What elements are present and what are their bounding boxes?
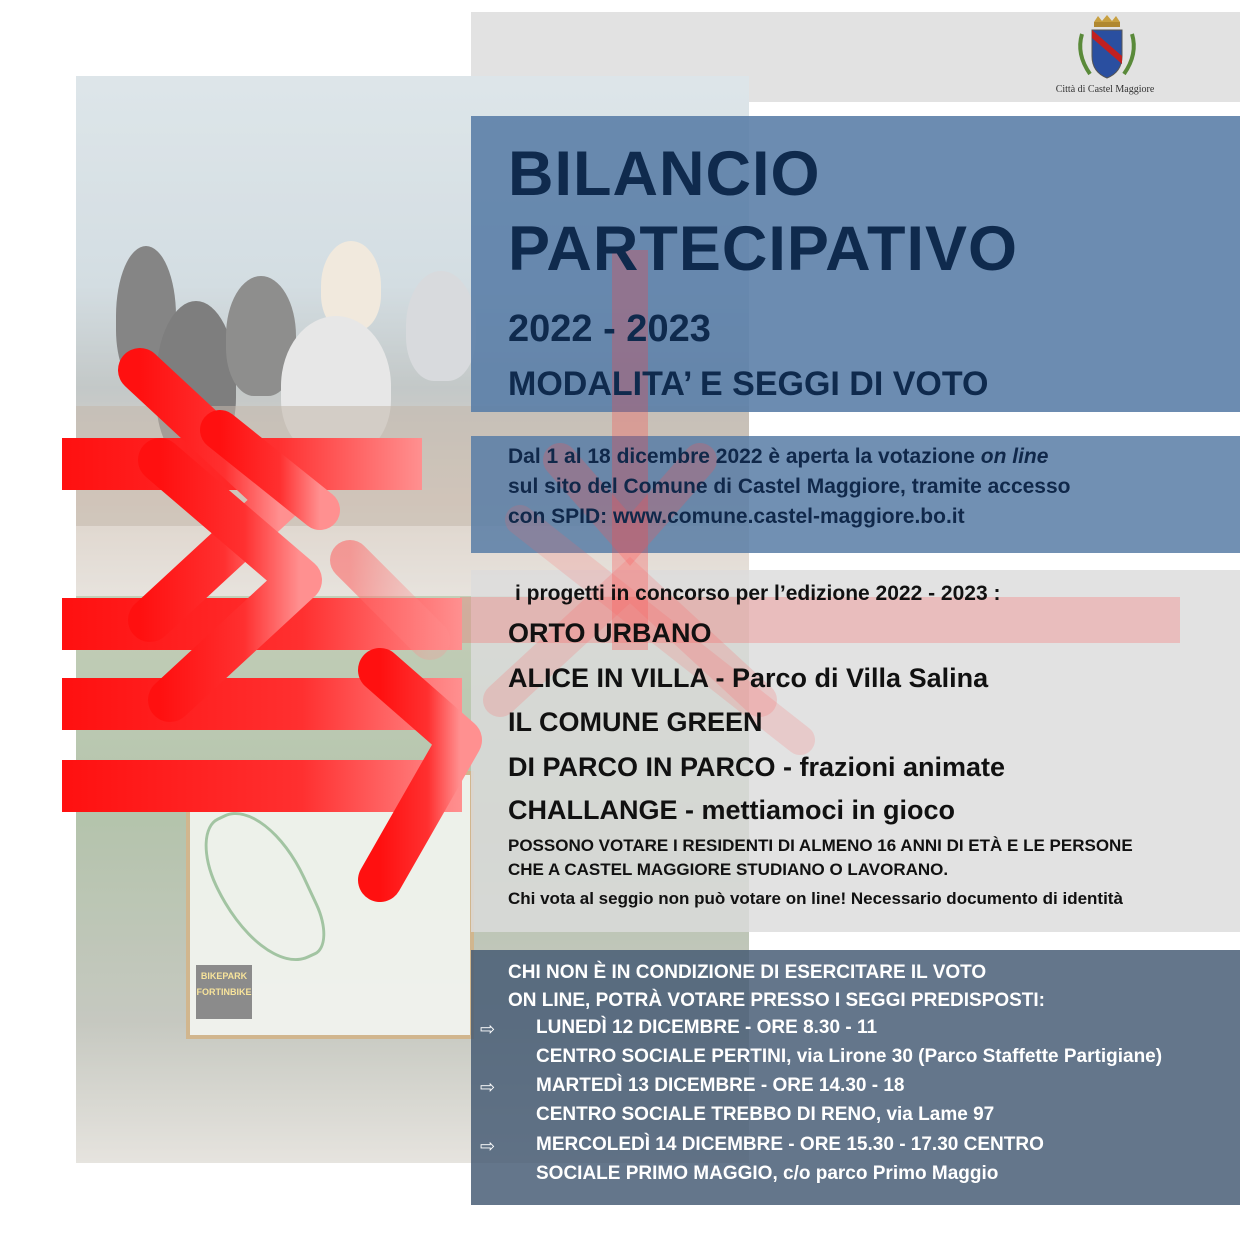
projects-intro: i progetti in concorso per l’edizione 2022 - 2023 : xyxy=(515,582,1001,605)
online-italic: on line xyxy=(980,445,1049,468)
online-line-3: con SPID: www.comune.castel-maggiore.bo.it xyxy=(508,505,965,528)
online-voting-text xyxy=(508,442,1208,532)
eligibility-text xyxy=(508,834,1208,882)
id-document-note: Chi vota al seggio non può votare on line! Necessario documento di identità xyxy=(508,889,1123,908)
bikepark-logo: BIKEPARK FORTINBIKE xyxy=(196,965,252,1019)
seggi-intro-line-1: CHI NON È IN CONDIZIONE DI ESERCITARE IL VOTO xyxy=(508,962,987,983)
project-item: IL COMUNE GREEN xyxy=(508,707,763,737)
title-line-2: PARTECIPATIVO xyxy=(508,214,1019,284)
eligibility-line-1: POSSONO VOTARE I RESIDENTI DI ALMENO 16 ANNI DI ETÀ E LE PERSONE xyxy=(508,836,1133,855)
seggio-location: SOCIALE PRIMO MAGGIO, c/o parco Primo Maggio xyxy=(536,1163,999,1184)
seggio-location: CENTRO SOCIALE TREBBO DI RENO, via Lame 97 xyxy=(536,1104,995,1125)
city-name-caption: Città di Castel Maggiore xyxy=(1055,84,1155,95)
online-line-2: sul sito del Comune di Castel Maggiore, tramite accesso xyxy=(508,475,1071,498)
project-item: DI PARCO IN PARCO - frazioni animate xyxy=(508,752,1006,782)
right-arrow-icon: ⇨ xyxy=(480,1077,496,1097)
title-line-1: BILANCIO xyxy=(508,139,821,209)
seggio-date: LUNEDÌ 12 DICEMBRE - ORE 8.30 - 11 xyxy=(536,1017,878,1038)
seggi-intro xyxy=(508,959,1208,1015)
city-crest-icon xyxy=(1072,14,1142,84)
eligibility-line-2: CHE A CASTEL MAGGIORE STUDIANO O LAVORANO. xyxy=(508,860,949,879)
project-item: ORTO URBANO xyxy=(508,618,712,648)
seggio-location: CENTRO SOCIALE PERTINI, via Lirone 30 (Parco Staffette Partigiane) xyxy=(536,1046,1163,1067)
project-item: CHALLANGE - mettiamoci in gioco xyxy=(508,795,956,825)
voting-subtitle: MODALITA’ E SEGGI DI VOTO xyxy=(508,365,989,403)
seggi-intro-line-2: ON LINE, POTRÀ VOTARE PRESSO I SEGGI PREDISPOSTI: xyxy=(508,990,1046,1011)
online-line-1: Dal 1 al 18 dicembre 2022 è aperta la votazione xyxy=(508,445,981,468)
edition-years: 2022 - 2023 xyxy=(508,308,711,350)
seggio-date: MARTEDÌ 13 DICEMBRE - ORE 14.30 - 18 xyxy=(536,1075,905,1096)
right-arrow-icon: ⇨ xyxy=(480,1019,496,1039)
right-arrow-icon: ⇨ xyxy=(480,1136,496,1156)
project-item: ALICE IN VILLA - Parco di Villa Salina xyxy=(508,663,989,693)
seggio-date: MERCOLEDÌ 14 DICEMBRE - ORE 15.30 - 17.30 CENTRO xyxy=(536,1134,1044,1155)
